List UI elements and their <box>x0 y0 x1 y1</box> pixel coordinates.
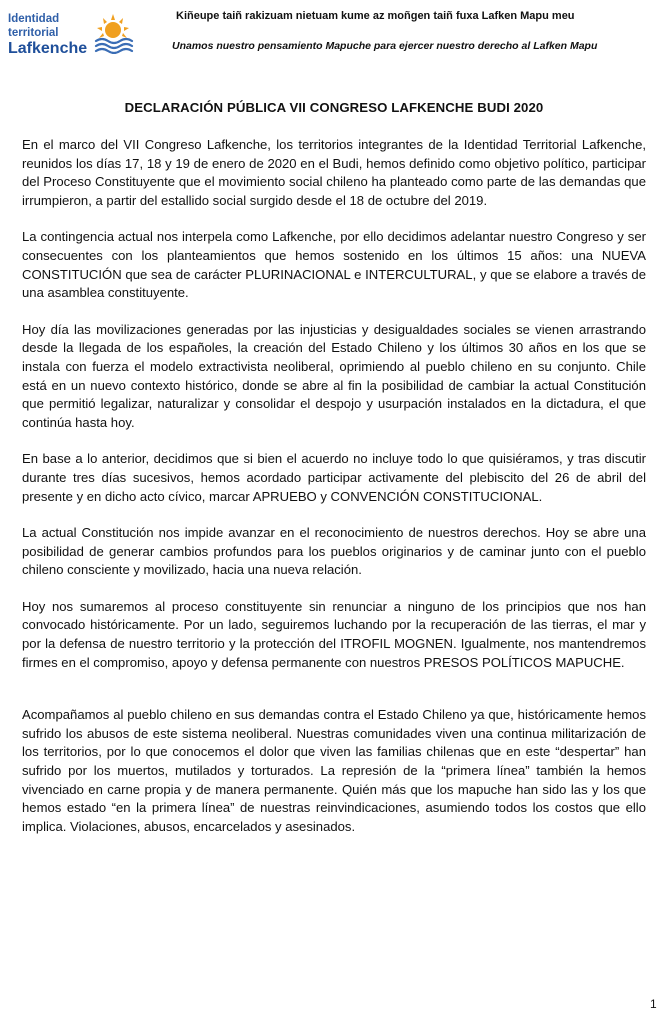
page-number: 1 <box>650 997 657 1011</box>
document-header <box>0 0 668 64</box>
paragraph: Acompañamos al pueblo chileno en sus demandas contra el Estado Chileno ya que, históricamente hemos sufrido los abusos de este sistema neoliberal. Nuestras comunidades viven una continua militarización de los territorios, por lo que conocemos el dolor que viven las familias chilenas que en este “despertar” han sufrido por los muertos, mutilados y torturados. La represión de la “primera línea” también la hemos vivenciado en carne propia y de manera permanente. Quién más que los mapuche han sido las y los que hemos estado “en la primera línea” de nuestras reinvindicaciones, asumiendo todos los costos que ello implica. Violaciones, abusos, encarcelados y asesinados. <box>22 707 646 834</box>
document-body <box>22 136 646 836</box>
logo-line-2: territorial <box>8 27 59 39</box>
identidad-territorial-logo <box>8 8 138 60</box>
sun-over-waves-icon <box>92 12 134 54</box>
paragraph: La contingencia actual nos interpela como Lafkenche, por ello decidimos adelantar nuestro Congreso y ser consecuentes con los planteamientos que hemos sostenido en los últimos 15 años: una NUEVA CONSTITUCIÓN que sea de carácter PLURINACIONAL e INTERCULTURAL, y que se elabore a través de una asamblea constituyente. <box>22 229 646 301</box>
paragraph: Hoy día las movilizaciones generadas por las injusticias y desigualdades sociales se vienen arrastrando desde la llegada de los españoles, la creación del Estado Chileno y los últimos 30 años en los que se instala con fuerza el modelo extractivista neoliberal, oprimiendo al pueblo chileno en su conjunto. Chile está en un nuevo contexto histórico, donde se abre al fin la posibilidad de cambiar la actual Constitución que permitió legalizar, naturalizar y consolidar el despojo y usurpación instalados en la dictadura, el que continúa hasta hoy. <box>22 321 646 430</box>
paragraph: La actual Constitución nos impide avanzar en el reconocimiento de nuestros derechos. Hoy se abre una posibilidad de generar cambios profundos para los pueblos originarios y de caminar junto con el pueblo chileno consciente y movilizado, hacia una nueva relación. <box>22 525 646 578</box>
logo-line-1: Identidad <box>8 13 60 25</box>
slogan-mapudungun: Kiñeupe taiñ rakizuam nietuam kume az moñgen taiñ fuxa Lafken Mapu meu <box>176 10 575 22</box>
paragraph: En base a lo anterior, decidimos que si bien el acuerdo no incluye todo lo que quisiéramos, y tras discutir durante tres días sucesivos, hemos acordado participar activamente del plebiscito del 26 de abril del presente y en dicho acto cívico, marcar APRUEBO y CONVENCIÓN CONSTITUCIONAL. <box>22 451 646 504</box>
logo-line-3: Lafkenche <box>8 40 88 57</box>
paragraph: Hoy nos sumaremos al proceso constituyente sin renunciar a ninguno de los principios que nos han convocado históricamente. Por un lado, seguiremos luchando por la recuperación de las tierras, el mar y por la defensa de nuestro territorio y la protección del ITROFIL MOGNEN. Igualmente, nos mantendremos firmes en el compromiso, apoyo y defensa permanente con nuestros PRESOS POLÍTICOS MAPUCHE. <box>22 598 646 670</box>
paragraph: En el marco del VII Congreso Lafkenche, los territorios integrantes de la Identidad Territorial Lafkenche, reunidos los días 17, 18 y 19 de enero de 2020 en el Budi, hemos definido como objetivo político, participar del Proceso Constituyente que el movimiento social chileno ha planteado como parte de las demandas que irrumpieron, a partir del estallido social surgido desde el 18 de octubre del 2019. <box>22 137 646 208</box>
slogan-spanish: Unamos nuestro pensamiento Mapuche para ejercer nuestro derecho al Lafken Mapu <box>172 40 598 52</box>
logo-wordmark <box>8 12 87 58</box>
document-title: DECLARACIÓN PÚBLICA VII CONGRESO LAFKENCHE BUDI 2020 <box>124 100 544 115</box>
